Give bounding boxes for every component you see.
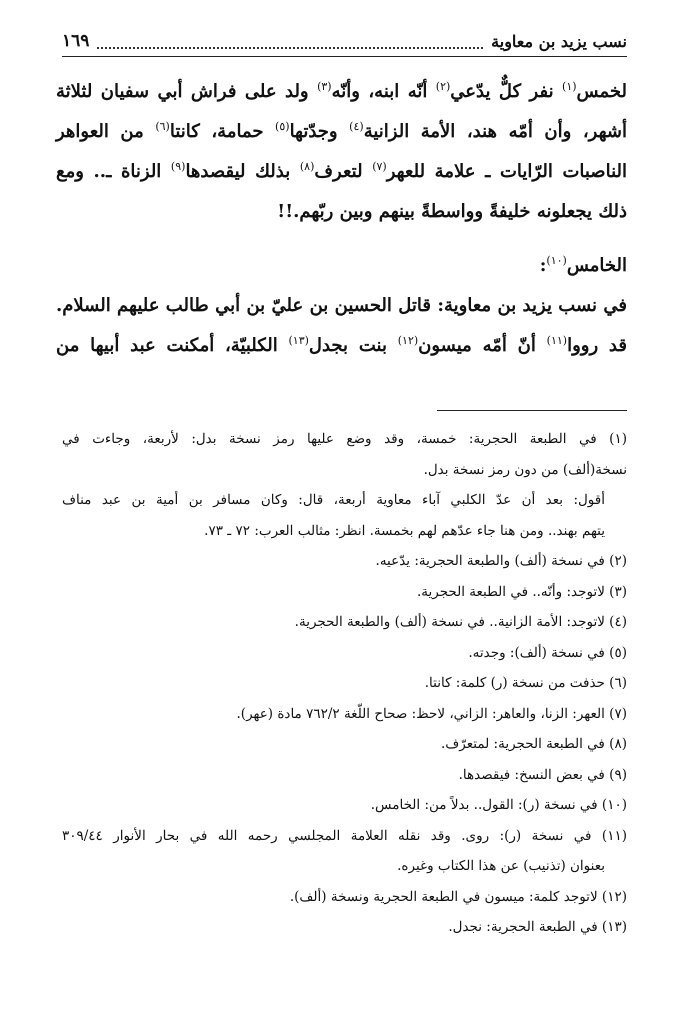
footnote-line: (٩) في بعض النسخ: فيقصدها. — [458, 766, 627, 783]
footnote-line: (١٣) في الطبعة الحجرية: نجدل. — [448, 919, 627, 935]
footnote-line: (٣) لاتوجد: وأنّه.. في الطبعة الحجرية. — [416, 583, 627, 600]
footnote-marker: (٤) — [349, 120, 364, 133]
footnote-line: أقول: بعد أن عدّ الكلبي آباء معاوية أربعة، قال: وكان مسافر بن أمية بن عبد مناف — [62, 492, 605, 508]
body-line: في نسب يزيد بن معاوية: قاتل الحسين بن عليّ بن أبي طالب عليهم السلام. — [56, 295, 627, 316]
footnote-separator — [437, 410, 627, 411]
footnote-line: (٥) في نسخة (ألف): وجدته. — [468, 644, 627, 661]
footnote-marker: (٦) — [155, 120, 170, 133]
footnote-line: يتهم بهند.. ومن هنا جاء عدّهم لهم بخمسة. انظر: مثالب العرب: ٧٢ ـ ٧٣. — [204, 522, 605, 539]
footnote-line: (١) في الطبعة الحجرية: خمسة، وقد وضع عليها رمز نسخة بدل: لأربعة، وجاءت في — [62, 431, 627, 447]
body-line: لخمس$^{(١)}$ نفر كلٌّ يدّعي$^{(٢)}$ أنّه ابنه، وأنّه$^{(٣)}$ ولد على فراش أبي سفيان لثلاثة — [56, 80, 628, 102]
footnote-marker: (٣) — [317, 80, 332, 93]
footnote-marker: (١) — [562, 80, 577, 93]
footnote-line: (٧) العهر: الزنا، والعاهر: الزاني، لاحظ: صحاح اللّغة ٧٦٢/٢ مادة (عهر). — [236, 705, 627, 722]
footnote-marker: (١١) — [546, 334, 568, 347]
footnote-marker: (١٢) — [397, 334, 419, 347]
body-line: ذلك يجعلونه خليفةً وواسطةً بينهم وبين ربّهم.!! — [277, 201, 627, 222]
footnote-marker: (٢) — [435, 80, 451, 93]
footnote-line: (٨) في الطبعة الحجرية: لمتعرّف. — [441, 736, 627, 752]
body-line: أشهر، وأن أمّه هند، الأمة الزانية$^{(٤)}$ وجدّتها$^{(٥)}$ حمامة، كانتا$^{(٦)}$ من العواهر — [56, 120, 627, 142]
body-line: قد رووا$^{(١١)}$ أنّ أمّه ميسون$^{(١٢)}$ بنت بجدل$^{(١٣)}$ الكلبيّة، أمكنت عبد أبيها من — [56, 334, 627, 356]
page-number: ١٦٩ — [62, 31, 90, 51]
footnote-line: (٦) حذفت من نسخة (ر) كلمة: كانتا. — [424, 675, 627, 691]
footnotes — [62, 424, 627, 943]
footnote-line: (١١) في نسخة (ر): روى. وقد نقله العلامة المجلسي رحمه الله في بحار الأنوار ٣٠٩/٤٤ — [62, 827, 627, 844]
running-title: نسب يزيد بن معاوية — [491, 31, 627, 51]
footnote-line: نسخة(ألف) من دون رمز نسخة بدل. — [423, 461, 627, 478]
footnote-marker: (١٠) — [546, 254, 567, 267]
footnote-marker: (٨) — [299, 160, 315, 173]
footnote-marker: (٩) — [170, 160, 186, 173]
footnote-line: (١٠) في نسخة (ر): القول.. بدلاً من: الخامس. — [370, 797, 627, 813]
footnote-marker: (١٣) — [288, 334, 309, 347]
footnote-marker: (٥) — [275, 120, 290, 133]
page-header — [62, 26, 627, 57]
footnote-line: (١٢) لاتوجد كلمة: ميسون في الطبعة الحجرية ونسخة (ألف). — [289, 888, 627, 905]
footnote-line: (٢) في نسخة (ألف) والطبعة الحجرية: يدّعيه. — [375, 553, 627, 569]
main-text — [56, 72, 627, 366]
footnote-line: (٤) لاتوجد: الأمة الزانية.. في نسخة (ألف) والطبعة الحجرية. — [294, 614, 627, 630]
footnote-line: بعنوان (تذنيب) عن هذا الكتاب وغيره. — [397, 858, 605, 874]
section-heading: الخامس$^{(١٠)}$: — [539, 254, 627, 276]
body-line: الناصبات الرّايات ـ علامة للعهر$^{(٧)}$ لتعرف$^{(٨)}$ بذلك ليقصدها$^{(٩)}$ الزناة ـ.. ومع — [56, 160, 627, 182]
dotted-leader — [97, 33, 483, 49]
footnote-marker: (٧) — [372, 160, 387, 173]
